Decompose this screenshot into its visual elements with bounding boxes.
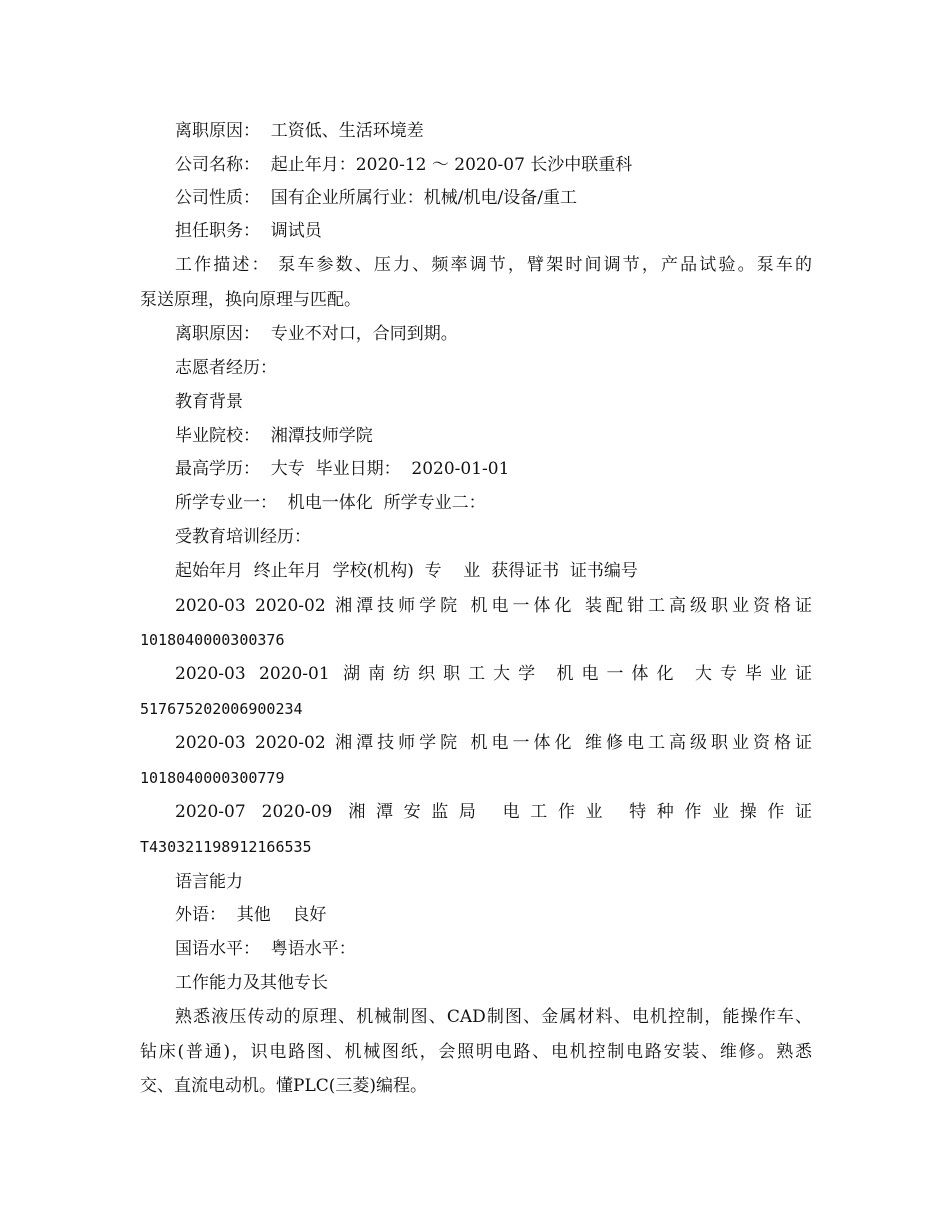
training-row: 2020-07 2020-09 湘潭安监局 电工作业 特种作业操作证: [175, 802, 812, 822]
training-row: 2020-03 2020-01 湖南纺织职工大学 机电一体化 大专毕业证: [175, 664, 812, 684]
section-heading: 语言能力: [175, 872, 243, 892]
text-line: 最高学历： 大专 毕业日期： 2020-01-01: [175, 459, 510, 479]
section-heading: 工作能力及其他专长: [175, 973, 328, 993]
text-line: 公司性质： 国有企业所属行业：机械/机电/设备/重工: [175, 188, 577, 208]
training-row: 2020-03 2020-02 湘潭技师学院 机电一体化 装配钳工高级职业资格证: [175, 596, 812, 616]
certificate-number: 517675202006900234: [140, 700, 303, 718]
certificate-number: 1018040000300779: [140, 769, 285, 787]
text-line: 工作描述： 泵车参数、压力、频率调节，臂架时间调节，产品试验。泵车的: [175, 255, 812, 275]
text-line: 受教育培训经历：: [175, 527, 311, 547]
text-line: 公司名称： 起止年月：2020-12 ～ 2020-07 长沙中联重科: [175, 155, 633, 175]
text-line: 熟悉液压传动的原理、机械制图、CAD制图、金属材料、电机控制，能操作车、: [175, 1007, 812, 1027]
text-line: 担任职务： 调试员: [175, 221, 322, 241]
text-line: 泵送原理，换向原理与匹配。: [140, 290, 361, 310]
text-line: 离职原因： 专业不对口，合同到期。: [175, 324, 458, 344]
text-line: 离职原因： 工资低、生活环境差: [175, 121, 424, 141]
text-line: 毕业院校： 湘潭技师学院: [175, 426, 373, 446]
text-line: 国语水平： 粤语水平：: [175, 939, 356, 959]
text-line: 交、直流电动机。懂PLC(三菱)编程。: [140, 1076, 427, 1096]
section-heading: 教育背景: [175, 392, 243, 412]
text-line: 外语： 其他 良好: [175, 905, 327, 925]
certificate-number: 1018040000300376: [140, 631, 285, 649]
text-line: 志愿者经历：: [175, 358, 277, 378]
training-row: 2020-03 2020-02 湘潭技师学院 机电一体化 维修电工高级职业资格证: [175, 733, 812, 753]
table-header-line: 起始年月 终止年月 学校(机构) 专 业 获得证书 证书编号: [175, 561, 638, 581]
text-line: 钻床(普通)，识电路图、机械图纸，会照明电路、电机控制电路安装、维修。熟悉: [140, 1042, 812, 1062]
certificate-number: T430321198912166535: [140, 838, 312, 856]
text-line: 所学专业一： 机电一体化 所学专业二：: [175, 493, 486, 513]
